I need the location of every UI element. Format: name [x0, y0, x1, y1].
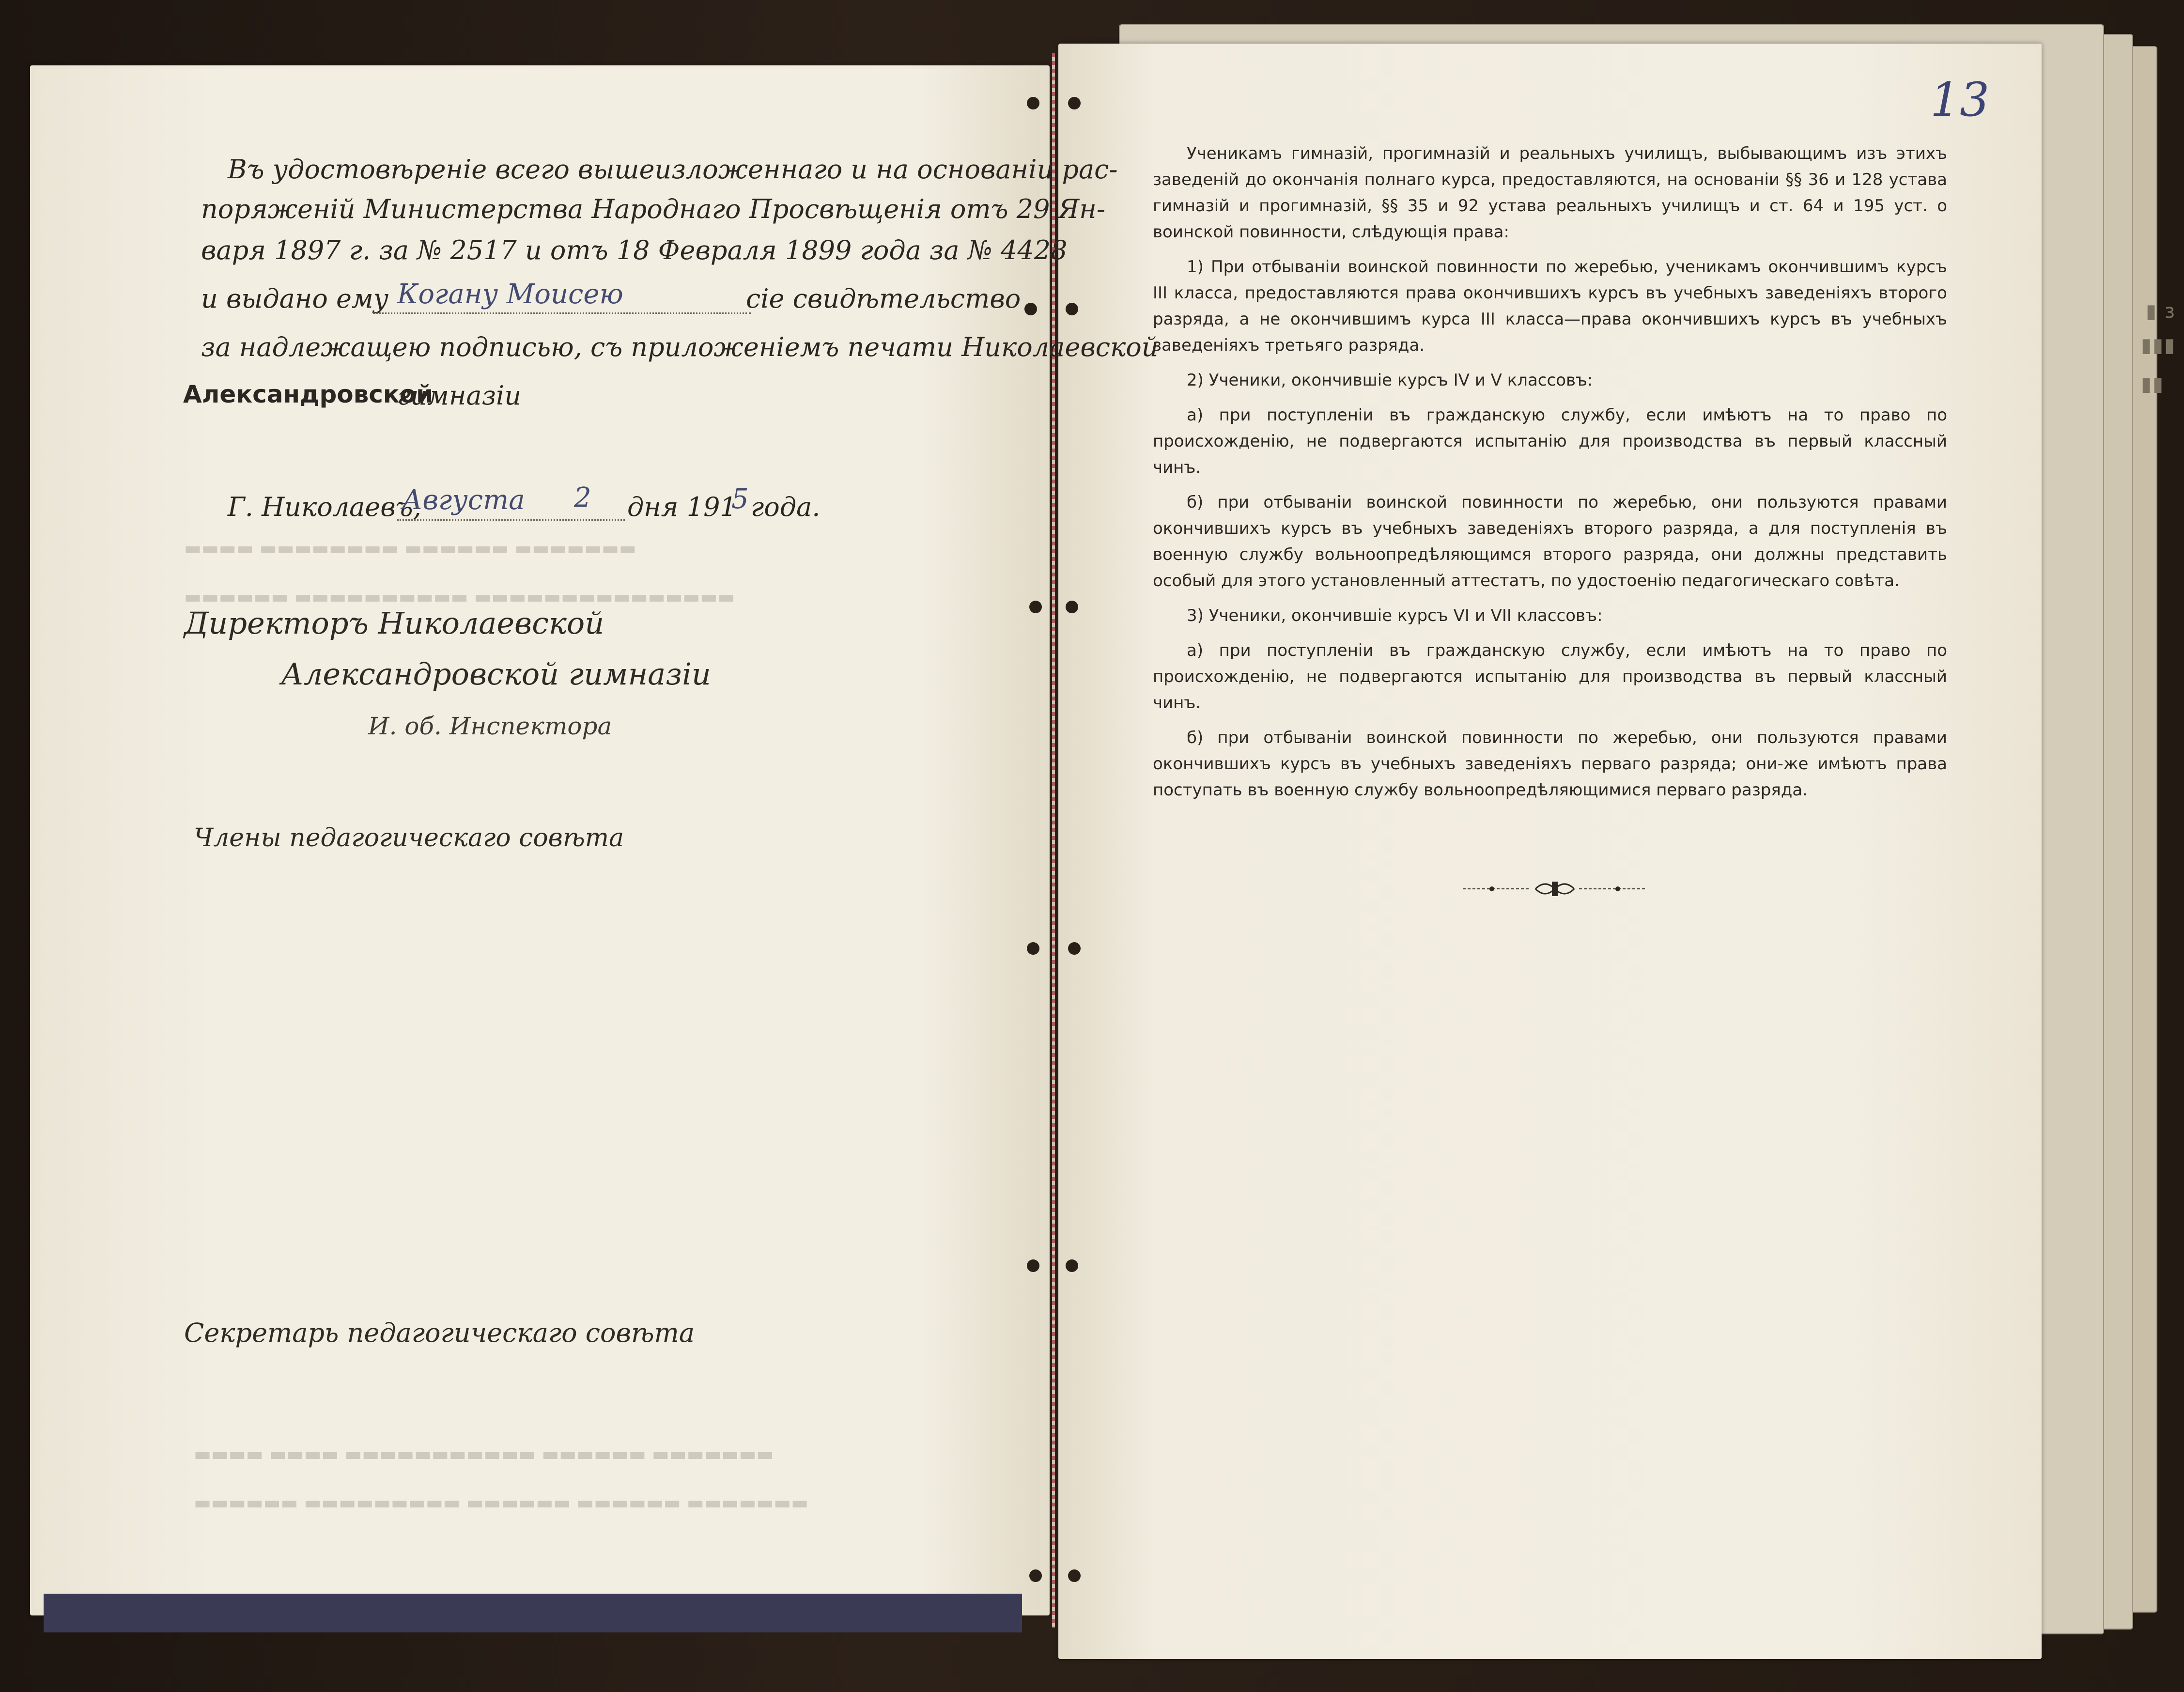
- stitch-hole-icon: [1066, 303, 1078, 315]
- stitch-hole-icon: [1027, 97, 1039, 109]
- stitch-hole-icon: [1066, 1259, 1078, 1272]
- stitch-hole-icon: [1029, 601, 1042, 613]
- date-field-line: [397, 519, 625, 521]
- director-title-line-1: Директоръ Николаевской: [184, 605, 604, 641]
- rights-item-3-heading: 3) Ученики, окончившіе курсъ VI и VII классовъ:: [1187, 606, 1603, 625]
- underlying-page-fragment: ▮▮: [2141, 373, 2165, 395]
- certificate-line-4: и выдано ему: [201, 283, 389, 314]
- stitch-hole-icon: [1024, 303, 1037, 315]
- stitch-hole-icon: [1068, 97, 1081, 109]
- show-through-text: ▬▬▬▬▬▬ ▬▬▬▬▬▬▬▬▬▬ ▬▬▬▬▬▬▬▬▬▬▬▬▬▬▬: [184, 586, 735, 607]
- date-year-handwritten: 5: [731, 483, 749, 515]
- show-through-text: ▬▬▬▬ ▬▬▬▬ ▬▬▬▬▬▬▬▬▬▬▬ ▬▬▬▬▬▬ ▬▬▬▬▬▬▬: [194, 1444, 774, 1465]
- rights-item-3b: б) при отбываніи воинской повинности по жеребью, они пользуются правами окончившихъ курсъ въ учебныхъ заведеніяхъ перваго разряда; они-же имѣютъ права поступать въ военную службу вольноопредѣляющимися перваго разряда.: [1153, 728, 1947, 800]
- rights-item-2a: а) при поступленіи въ гражданскую службу, если имѣютъ на то право по происхожденію, не подвергаются испытанію для производства въ первый классный чинъ.: [1153, 405, 1947, 477]
- stitch-hole-icon: [1027, 942, 1039, 955]
- spine-thread: [1052, 53, 1055, 1628]
- date-month-handwritten: Августа: [402, 484, 525, 516]
- stitch-hole-icon: [1027, 1259, 1039, 1272]
- ornament-divider-icon: [1463, 877, 1647, 901]
- certificate-line-4b: сіе свидѣтельство: [746, 283, 1021, 314]
- certificate-line-2: поряженій Министерства Народнаго Просвѣщенія отъ 29 Ян-: [201, 194, 1106, 224]
- certificate-line-5: за надлежащею подписью, съ приложеніемъ печати Николаевской: [201, 332, 1159, 362]
- certificate-line-3: варя 1897 г. за № 2517 и отъ 18 Февраля 1899 года за № 4428: [201, 235, 1068, 265]
- date-day-handwritten: 2: [574, 482, 591, 513]
- council-members-label: Члены педагогическаго совѣта: [194, 823, 624, 853]
- underlying-page-fragment: ▮ з: [2146, 300, 2176, 323]
- recipient-name-handwritten: Когану Моисею: [397, 279, 623, 310]
- rights-text-block: [1153, 140, 1947, 812]
- stitch-hole-icon: [1029, 1569, 1042, 1582]
- rights-item-1: 1) При отбываніи воинской повинности по жеребью, ученикамъ окончившимъ курсъ III класса, предоставляются права окончившихъ курсъ въ учебныхъ заведеніяхъ второго разряда, а не окончившимъ курса III класса—права окончившихъ курсъ въ учебныхъ заведеніяхъ третьяго разряда.: [1153, 257, 1947, 355]
- underlying-page-fragment: ▮▮▮: [2141, 334, 2176, 357]
- show-through-text: ▬▬▬▬▬▬ ▬▬▬▬▬▬▬▬▬ ▬▬▬▬▬▬ ▬▬▬▬▬▬ ▬▬▬▬▬▬▬: [194, 1492, 809, 1513]
- director-note-handwritten: И. об. Инспектора: [368, 712, 612, 740]
- rights-item-2-heading: 2) Ученики, окончившіе курсъ IV и V классовъ:: [1187, 371, 1593, 390]
- rights-intro-paragraph: Ученикамъ гимназій, прогимназій и реальныхъ училищъ, выбывающимъ изъ этихъ заведеній до окончанія полнаго курса, предоставляются, на основаніи §§ 36 и 128 устава гимназій и прогимназій, §§ 35 и 92 устава реальныхъ училищъ и ст. 64 и 195 уст. о воинской повинности, слѣдующія права:: [1153, 144, 1947, 242]
- director-title-line-2: Александровской гимназіи: [281, 656, 711, 692]
- date-year-word: года.: [751, 492, 821, 522]
- council-secretary-label: Секретарь педагогическаго совѣта: [184, 1318, 695, 1348]
- name-field-line: [373, 312, 751, 314]
- rights-item-3a: а) при поступленіи въ гражданскую службу, если имѣютъ на то право по происхожденію, не подвергаются испытанію для производства въ первый классный чинъ.: [1153, 641, 1947, 713]
- binding-cloth: [44, 1594, 1022, 1632]
- date-suffix: дня 191: [627, 492, 737, 522]
- page-number-handwritten: 13: [1930, 73, 1990, 127]
- show-through-text: ▬▬▬▬ ▬▬▬▬▬▬▬▬ ▬▬▬▬▬▬ ▬▬▬▬▬▬▬: [184, 538, 636, 559]
- certificate-line-6: гимназіи: [397, 380, 522, 411]
- stitch-hole-icon: [1066, 601, 1078, 613]
- certificate-line-1: Въ удостовѣреніе всего вышеизложеннаго и на основаніи рас-: [228, 154, 1118, 185]
- place-label: Г. Николаевъ,: [228, 492, 421, 522]
- certificate-line-6-bold: Александровской: [183, 380, 434, 408]
- stitch-hole-icon: [1068, 942, 1081, 955]
- rights-item-2b: б) при отбываніи воинской повинности по жеребью, они пользуются правами окончившихъ курсъ въ учебныхъ заведеніяхъ второго разряда, а для поступленія въ военную службу вольноопредѣляющимся второго разряда, они должны представить особый для этого установленный аттестатъ, по удостоенію педагогическаго совѣта.: [1153, 493, 1947, 590]
- stitch-hole-icon: [1068, 1569, 1081, 1582]
